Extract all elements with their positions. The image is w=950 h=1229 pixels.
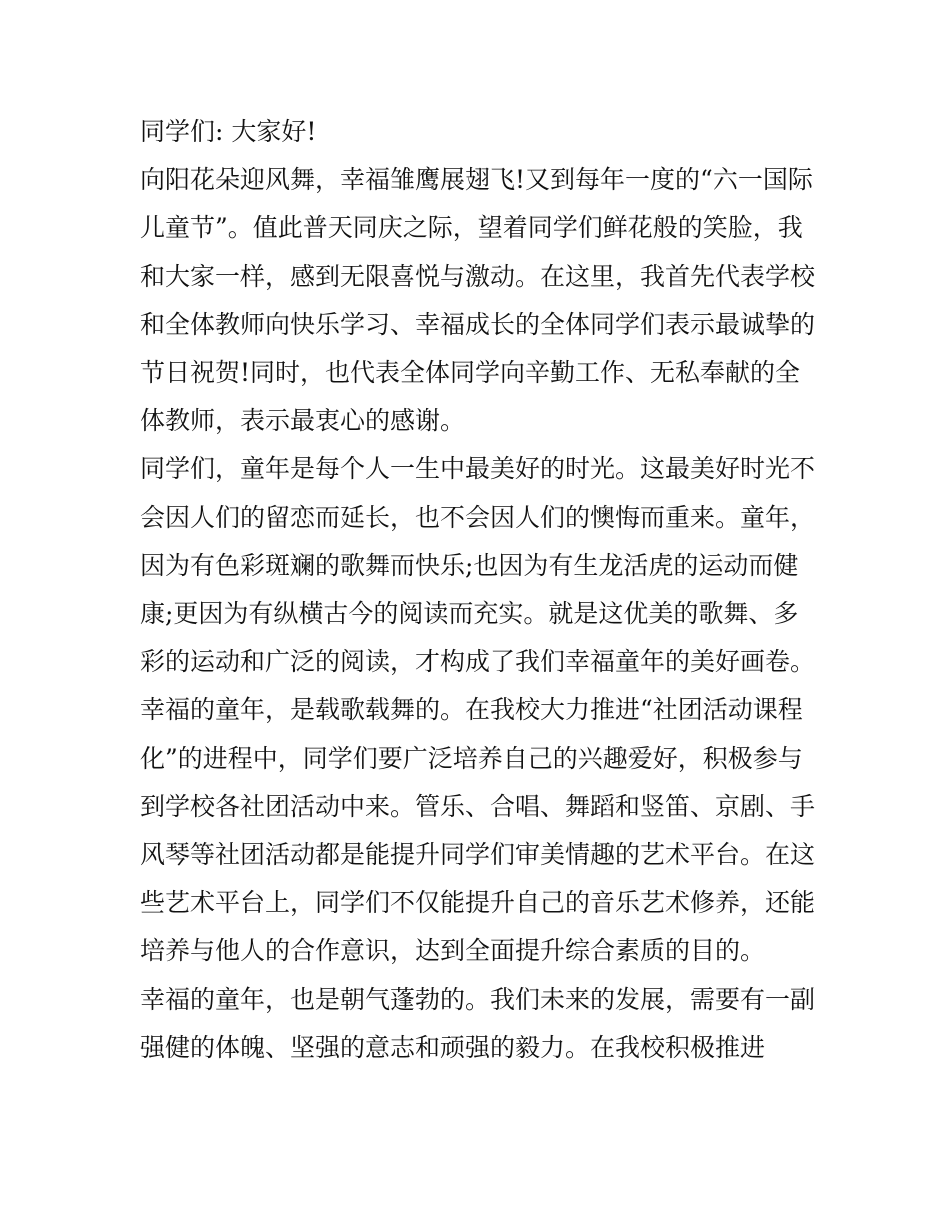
greeting-line [140,108,820,156]
text-line: 向阳花朵迎风舞，幸福雏鹰展翅飞!又到每年一度的“六一国际 [140,165,813,195]
text-line: 同学们，童年是每个人一生中最美好的时光。这最美好时光不 [140,454,816,484]
text-line: 些艺术平台上，同学们不仅能提升自己的音乐艺术修养，还能 [140,888,816,918]
text-line: 到学校各社团活动中来。管乐、合唱、舞蹈和竖笛、京剧、手 [140,791,816,821]
paragraph-childhood [140,445,820,686]
text-line: 会因人们的留恋而延长，也不会因人们的懊悔而重来。童年， [140,502,816,532]
text-line: 因为有色彩斑斓的歌舞而快乐;也因为有生龙活虎的运动而健 [140,550,799,580]
text-line: 同学们: 大家好! [140,117,317,146]
text-line: 和大家一样，感到无限喜悦与激动。在这里，我首先代表学校 [140,261,816,291]
text-line: 节日祝贺!同时，也代表全体同学向辛勤工作、无私奉献的全 [140,358,801,388]
document-body [140,108,820,1072]
text-line: 强健的体魄、坚强的意志和顽强的毅力。在我校积极推进 [140,1032,766,1062]
paragraph-sports [140,976,820,1072]
text-line: 康;更因为有纵横古今的阅读而充实。就是这优美的歌舞、多 [140,599,799,629]
text-line: 化”的进程中，同学们要广泛培养自己的兴趣爱好，积极参与 [140,743,803,773]
text-line: 儿童节”。值此普天同庆之际，望着同学们鲜花般的笑脸，我 [140,213,803,243]
text-line: 风琴等社团活动都是能提升同学们审美情趣的艺术平台。在这 [140,840,816,870]
paragraph-arts [140,686,820,975]
text-line: 体教师，表示最衷心的感谢。 [140,406,466,436]
paragraph-festival-greeting [140,156,820,445]
text-line: 和全体教师向快乐学习、幸福成长的全体同学们表示最诚挚的 [140,309,816,339]
text-line: 幸福的童年，是载歌载舞的。在我校大力推进“社团活动课程 [140,695,803,725]
text-line: 培养与他人的合作意识，达到全面提升综合素质的目的。 [140,936,766,966]
text-line: 幸福的童年，也是朝气蓬勃的。我们未来的发展，需要有一副 [140,984,816,1014]
text-line: 彩的运动和广泛的阅读，才构成了我们幸福童年的美好画卷。 [140,647,816,677]
